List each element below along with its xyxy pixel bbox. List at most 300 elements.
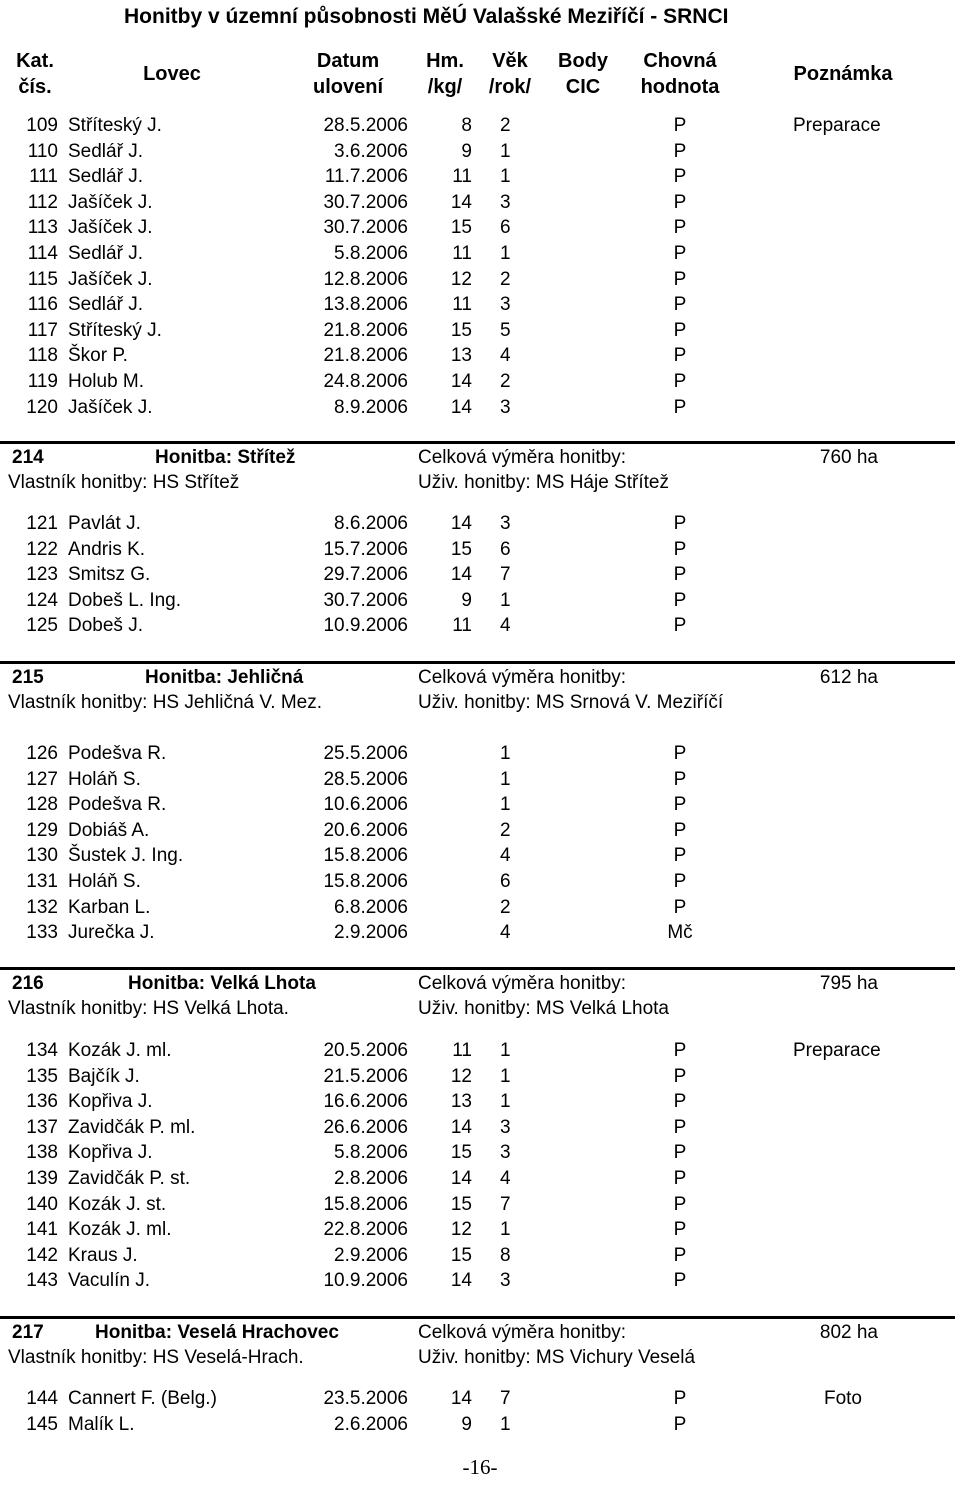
- cell-datum: 16.6.2006: [323, 1091, 408, 1113]
- cell-chovna: P: [673, 115, 687, 136]
- cell-chovna: Mč: [667, 922, 693, 944]
- cell-lovec: Malík L.: [68, 1413, 135, 1435]
- cell-vek: 6: [500, 217, 511, 239]
- section-vymera-label: Celková výměra honitby:: [418, 1322, 627, 1343]
- cell-datum: 22.8.2006: [323, 1219, 408, 1241]
- cell-vek: 2: [500, 896, 511, 918]
- cell-chovna: P: [673, 217, 687, 239]
- cell-lovec: Kopřiva J.: [68, 1091, 153, 1113]
- cell-num: 118: [27, 345, 58, 367]
- table-row: [0, 537, 960, 562]
- cell-vek: 3: [500, 396, 511, 418]
- section-uzivatel: Uživ. honitby: MS Velká Lhota: [418, 998, 669, 1019]
- cell-num: 132: [26, 896, 58, 918]
- cell-lovec: Pavlát J.: [68, 513, 141, 534]
- section-header: [0, 1320, 960, 1345]
- cell-num: 144: [26, 1388, 58, 1409]
- cell-datum: 3.6.2006: [334, 140, 408, 162]
- cell-vek: 7: [500, 1193, 511, 1215]
- page-number: -16-: [462, 1455, 498, 1479]
- cell-hm: 12: [450, 1065, 472, 1087]
- cell-vek: 3: [500, 513, 511, 534]
- cell-hm: 14: [450, 564, 472, 586]
- cell-datum: 5.8.2006: [334, 243, 408, 264]
- cell-lovec: Stříteský J.: [68, 319, 162, 341]
- cell-lovec: Zavidčák P. ml.: [68, 1116, 196, 1138]
- table-row: [0, 1412, 960, 1437]
- table-row: [0, 318, 960, 343]
- cell-lovec: Sedlář J.: [68, 243, 143, 264]
- cell-chovna: P: [673, 615, 687, 637]
- header-hm: Hm. /kg/: [426, 50, 464, 98]
- cell-vek: 1: [500, 1413, 511, 1435]
- cell-lovec: Stříteský J.: [68, 115, 162, 136]
- cell-poznamka: Preparace: [793, 115, 881, 136]
- cell-hm: 15: [450, 1244, 472, 1266]
- section-honitba: Honitba: Velká Lhota: [128, 973, 316, 994]
- cell-vek: 1: [500, 166, 511, 188]
- cell-chovna: P: [673, 1270, 687, 1292]
- section-vymera-label: Celková výměra honitby:: [418, 667, 627, 688]
- cell-num: 123: [26, 564, 58, 586]
- cell-chovna: P: [673, 268, 687, 290]
- section-vlastnik: Vlastník honitby: HS Veselá-Hrach.: [8, 1347, 304, 1368]
- cell-datum: 8.9.2006: [334, 396, 408, 418]
- table-row: [0, 1386, 960, 1411]
- table-row: [0, 741, 960, 766]
- table-row: [0, 588, 960, 613]
- cell-hm: 14: [450, 513, 472, 534]
- cell-hm: 12: [450, 268, 472, 290]
- cell-lovec: Sedlář J.: [68, 166, 143, 188]
- cell-num: 142: [26, 1244, 58, 1266]
- cell-lovec: Podešva R.: [68, 743, 167, 764]
- cell-lovec: Kozák J. ml.: [68, 1040, 172, 1061]
- cell-num: 115: [27, 268, 58, 290]
- cell-lovec: Kozák J. ml.: [68, 1219, 172, 1241]
- section-uzivatel: Uživ. honitby: MS Srnová V. Meziříčí: [418, 692, 724, 713]
- cell-chovna: P: [673, 819, 687, 841]
- section-divider: [0, 441, 955, 444]
- cell-hm: 14: [450, 371, 472, 392]
- header-body: Body CIC: [558, 50, 608, 98]
- section-id: 216: [12, 973, 44, 994]
- cell-vek: 3: [500, 1270, 511, 1292]
- table-row: [0, 139, 960, 164]
- cell-datum: 15.8.2006: [323, 845, 408, 867]
- cell-hm: 14: [450, 1116, 472, 1138]
- cell-vek: 1: [500, 1219, 511, 1241]
- cell-datum: 15.8.2006: [323, 1193, 408, 1215]
- header-datum: Datum ulovení: [312, 50, 383, 98]
- header-kat: Kat. čís.: [16, 50, 54, 98]
- cell-vek: 8: [500, 1244, 511, 1266]
- table-row: [0, 562, 960, 587]
- cell-datum: 6.8.2006: [334, 896, 408, 918]
- cell-num: 111: [29, 166, 58, 188]
- cell-datum: 20.5.2006: [323, 1040, 408, 1061]
- cell-num: 130: [26, 845, 58, 867]
- cell-datum: 24.8.2006: [323, 371, 408, 392]
- cell-poznamka: Foto: [823, 1388, 863, 1409]
- cell-lovec: Sedlář J.: [68, 140, 143, 162]
- table-row: [0, 1038, 960, 1063]
- cell-chovna: P: [673, 564, 687, 586]
- cell-hm: 8: [461, 115, 472, 136]
- cell-chovna: P: [673, 166, 687, 188]
- cell-num: 133: [26, 922, 58, 944]
- cell-num: 119: [27, 371, 58, 392]
- cell-datum: 21.8.2006: [323, 319, 408, 341]
- cell-chovna: P: [673, 1065, 687, 1087]
- section-vlastnik: Vlastník honitby: HS Jehličná V. Mez.: [8, 692, 323, 713]
- table-row: [0, 1064, 960, 1089]
- cell-chovna: P: [673, 896, 687, 918]
- section-honitba: Honitba: Střítež: [155, 447, 296, 468]
- cell-datum: 30.7.2006: [323, 589, 408, 611]
- cell-hm: 14: [450, 1168, 472, 1189]
- cell-datum: 10.6.2006: [323, 794, 408, 816]
- cell-hm: 9: [461, 140, 472, 162]
- section-divider: [0, 967, 955, 970]
- cell-lovec: Vaculín J.: [68, 1270, 151, 1292]
- cell-datum: 15.7.2006: [323, 538, 408, 560]
- cell-datum: 12.8.2006: [323, 268, 408, 290]
- cell-datum: 5.8.2006: [334, 1142, 408, 1164]
- cell-chovna: P: [673, 513, 687, 534]
- cell-chovna: P: [673, 191, 687, 213]
- cell-vek: 3: [500, 191, 511, 213]
- cell-num: 109: [26, 115, 58, 136]
- cell-num: 112: [27, 191, 58, 213]
- cell-num: 136: [26, 1091, 58, 1113]
- cell-chovna: P: [673, 743, 687, 764]
- cell-chovna: P: [673, 140, 687, 162]
- header-poznamka: Poznámka: [793, 63, 893, 85]
- cell-lovec: Podešva R.: [68, 794, 167, 816]
- cell-hm: 14: [450, 1270, 472, 1292]
- cell-datum: 26.6.2006: [323, 1116, 408, 1138]
- cell-lovec: Dobeš L. Ing.: [68, 589, 182, 611]
- table-row: [0, 767, 960, 792]
- header-vek: Věk /rok/: [488, 50, 532, 98]
- cell-hm: 11: [452, 615, 472, 637]
- cell-lovec: Šustek J. Ing.: [68, 845, 184, 867]
- cell-num: 125: [26, 615, 58, 637]
- cell-vek: 2: [500, 819, 511, 841]
- cell-hm: 14: [450, 191, 472, 213]
- cell-num: 117: [27, 319, 58, 341]
- section-owner: [0, 470, 960, 495]
- table-row: [0, 1140, 960, 1165]
- cell-chovna: P: [673, 371, 687, 392]
- cell-vek: 4: [500, 845, 511, 867]
- cell-chovna: P: [673, 345, 687, 367]
- cell-hm: 15: [450, 319, 472, 341]
- cell-lovec: Holub M.: [68, 371, 145, 392]
- cell-datum: 20.6.2006: [323, 819, 408, 841]
- cell-lovec: Cannert F. (Belg.): [68, 1388, 217, 1409]
- cell-num: 134: [26, 1040, 58, 1061]
- table-row: [0, 1089, 960, 1114]
- cell-chovna: P: [673, 1091, 687, 1113]
- section-uzivatel: Uživ. honitby: MS Háje Střítež: [418, 472, 669, 493]
- cell-num: 126: [26, 743, 58, 764]
- cell-vek: 2: [500, 371, 511, 392]
- cell-vek: 3: [500, 294, 511, 316]
- cell-chovna: P: [673, 1219, 687, 1241]
- table-row: [0, 895, 960, 920]
- cell-hm: 11: [452, 166, 472, 188]
- cell-lovec: Zavidčák P. st.: [68, 1168, 191, 1189]
- table-row: [0, 164, 960, 189]
- cell-lovec: Holáň S.: [68, 768, 141, 790]
- header-chovna: Chovná hodnota: [640, 50, 720, 98]
- table-row: [0, 215, 960, 240]
- cell-num: 120: [26, 396, 58, 418]
- cell-num: 128: [26, 794, 58, 816]
- cell-num: 141: [26, 1219, 58, 1241]
- cell-vek: 6: [500, 871, 511, 892]
- cell-datum: 10.9.2006: [323, 615, 408, 637]
- cell-datum: 30.7.2006: [323, 217, 408, 239]
- cell-vek: 1: [500, 1065, 511, 1087]
- page-title: Honitby v územní působnosti MěÚ Valašské Meziříčí - SRNCI: [124, 5, 729, 28]
- cell-datum: 2.9.2006: [334, 1244, 408, 1266]
- cell-chovna: P: [673, 538, 687, 560]
- table-row: [0, 343, 960, 368]
- cell-chovna: P: [673, 845, 687, 867]
- section-header: [0, 665, 960, 690]
- cell-vek: 3: [500, 1116, 511, 1138]
- section-id: 214: [12, 447, 44, 468]
- header-lovec: Lovec: [143, 63, 201, 85]
- cell-lovec: Smitsz G.: [68, 564, 151, 586]
- cell-lovec: Bajčík J.: [68, 1065, 140, 1087]
- cell-poznamka: Preparace: [793, 1040, 881, 1061]
- cell-num: 131: [26, 871, 58, 892]
- cell-hm: 12: [450, 1219, 472, 1241]
- section-vlastnik: Vlastník honitby: HS Střítež: [8, 472, 240, 493]
- cell-chovna: P: [673, 1193, 687, 1215]
- table-row: [0, 113, 960, 138]
- cell-datum: 8.6.2006: [334, 513, 408, 534]
- cell-datum: 28.5.2006: [323, 115, 408, 136]
- cell-num: 143: [26, 1270, 58, 1292]
- cell-chovna: P: [673, 294, 687, 316]
- cell-vek: 7: [500, 564, 511, 586]
- cell-hm: 11: [452, 1040, 472, 1061]
- cell-datum: 13.8.2006: [323, 294, 408, 316]
- cell-lovec: Holáň S.: [68, 871, 141, 892]
- table-row: [0, 792, 960, 817]
- table-row: [0, 190, 960, 215]
- cell-chovna: P: [673, 1244, 687, 1266]
- cell-chovna: P: [673, 1040, 687, 1061]
- cell-num: 139: [26, 1168, 58, 1189]
- cell-lovec: Jašíček J.: [68, 191, 153, 213]
- table-row: [0, 843, 960, 868]
- cell-datum: 10.9.2006: [323, 1270, 408, 1292]
- table-row: [0, 395, 960, 420]
- cell-datum: 2.8.2006: [334, 1168, 408, 1189]
- cell-vek: 4: [500, 922, 511, 944]
- table-header: [0, 48, 960, 104]
- section-header: [0, 445, 960, 470]
- table-row: [0, 1166, 960, 1191]
- cell-vek: 2: [500, 115, 511, 136]
- cell-vek: 4: [500, 1168, 511, 1189]
- cell-lovec: Jašíček J.: [68, 268, 153, 290]
- cell-chovna: P: [673, 768, 687, 790]
- table-row: [0, 1192, 960, 1217]
- cell-hm: 13: [450, 345, 472, 367]
- cell-vek: 7: [500, 1388, 511, 1409]
- section-vymera: 760 ha: [819, 447, 878, 468]
- cell-num: 121: [26, 513, 58, 534]
- cell-num: 114: [27, 243, 58, 264]
- section-divider: [0, 661, 955, 664]
- section-vymera: 795 ha: [819, 973, 878, 994]
- cell-datum: 30.7.2006: [323, 191, 408, 213]
- cell-hm: 14: [450, 396, 472, 418]
- section-uzivatel: Uživ. honitby: MS Vichury Veselá: [418, 1347, 696, 1368]
- section-vymera: 612 ha: [819, 667, 878, 688]
- cell-datum: 15.8.2006: [323, 871, 408, 892]
- cell-vek: 1: [500, 743, 511, 764]
- cell-chovna: P: [673, 871, 687, 892]
- table-row: [0, 267, 960, 292]
- cell-lovec: Andris K.: [68, 538, 146, 560]
- cell-lovec: Dobeš J.: [68, 615, 143, 637]
- cell-num: 135: [26, 1065, 58, 1087]
- cell-num: 116: [27, 294, 58, 316]
- cell-lovec: Dobiáš A.: [68, 819, 150, 841]
- cell-lovec: Kraus J.: [68, 1244, 138, 1266]
- cell-hm: 11: [452, 294, 472, 316]
- cell-chovna: P: [673, 396, 687, 418]
- cell-chovna: P: [673, 1388, 687, 1409]
- cell-chovna: P: [673, 1168, 687, 1189]
- cell-vek: 1: [500, 1091, 511, 1113]
- cell-chovna: P: [673, 1116, 687, 1138]
- cell-datum: 21.5.2006: [323, 1065, 408, 1087]
- cell-num: 113: [27, 217, 58, 239]
- cell-num: 122: [26, 538, 58, 560]
- section-divider: [0, 1316, 955, 1319]
- table-row: [0, 920, 960, 945]
- cell-chovna: P: [673, 1142, 687, 1164]
- cell-datum: 2.6.2006: [334, 1413, 408, 1435]
- table-row: [0, 1217, 960, 1242]
- section-owner: [0, 996, 960, 1021]
- cell-num: 138: [26, 1142, 58, 1164]
- section-vlastnik: Vlastník honitby: HS Velká Lhota.: [8, 998, 289, 1019]
- cell-vek: 4: [500, 345, 511, 367]
- cell-num: 145: [26, 1413, 58, 1435]
- section-id: 215: [12, 667, 44, 688]
- cell-vek: 3: [500, 1142, 511, 1164]
- cell-lovec: Jašíček J.: [68, 396, 153, 418]
- table-row: [0, 818, 960, 843]
- cell-hm: 15: [450, 1193, 472, 1215]
- section-vymera-label: Celková výměra honitby:: [418, 447, 627, 468]
- cell-num: 140: [26, 1193, 58, 1215]
- cell-vek: 1: [500, 243, 511, 264]
- table-row: [0, 511, 960, 536]
- cell-hm: 9: [461, 589, 472, 611]
- cell-chovna: P: [673, 794, 687, 816]
- table-row: [0, 613, 960, 638]
- section-header: [0, 971, 960, 996]
- cell-vek: 6: [500, 538, 511, 560]
- table-row: [0, 292, 960, 317]
- cell-vek: 2: [500, 268, 511, 290]
- cell-vek: 5: [500, 319, 511, 341]
- cell-chovna: P: [673, 1413, 687, 1435]
- table-row: [0, 369, 960, 394]
- table-row: [0, 1243, 960, 1268]
- cell-vek: 1: [500, 589, 511, 611]
- cell-chovna: P: [673, 319, 687, 341]
- cell-num: 127: [26, 768, 58, 790]
- section-owner: [0, 1345, 960, 1370]
- section-honitba: Honitba: Veselá Hrachovec: [95, 1322, 339, 1343]
- cell-datum: 29.7.2006: [323, 564, 408, 586]
- section-vymera: 802 ha: [819, 1322, 878, 1343]
- cell-hm: 11: [452, 243, 472, 264]
- cell-num: 137: [26, 1116, 58, 1138]
- cell-vek: 1: [500, 140, 511, 162]
- cell-hm: 15: [450, 1142, 472, 1164]
- cell-num: 110: [27, 140, 58, 162]
- section-vymera-label: Celková výměra honitby:: [418, 973, 627, 994]
- cell-lovec: Karban L.: [68, 896, 151, 918]
- cell-datum: 21.8.2006: [323, 345, 408, 367]
- cell-datum: 11.7.2006: [324, 166, 408, 188]
- section-honitba: Honitba: Jehličná: [145, 667, 304, 688]
- cell-num: 124: [26, 589, 58, 611]
- cell-hm: 15: [450, 538, 472, 560]
- cell-datum: 2.9.2006: [334, 922, 408, 944]
- section-id: 217: [12, 1322, 44, 1343]
- section-owner: [0, 690, 960, 715]
- cell-chovna: P: [673, 589, 687, 611]
- cell-lovec: Kopřiva J.: [68, 1142, 153, 1164]
- cell-hm: 14: [450, 1388, 472, 1409]
- cell-lovec: Sedlář J.: [68, 294, 143, 316]
- cell-datum: 28.5.2006: [323, 768, 408, 790]
- cell-num: 129: [26, 819, 58, 841]
- cell-vek: 1: [500, 794, 511, 816]
- table-row: [0, 869, 960, 894]
- cell-datum: 23.5.2006: [323, 1388, 408, 1409]
- cell-hm: 15: [450, 217, 472, 239]
- table-row: [0, 1268, 960, 1293]
- cell-lovec: Kozák J. st.: [68, 1193, 167, 1215]
- cell-lovec: Jurečka J.: [68, 922, 155, 944]
- cell-lovec: Jašíček J.: [68, 217, 153, 239]
- cell-datum: 25.5.2006: [323, 743, 408, 764]
- cell-hm: 13: [450, 1091, 472, 1113]
- cell-chovna: P: [673, 243, 687, 264]
- cell-lovec: Škor P.: [68, 345, 128, 367]
- cell-vek: 1: [500, 1040, 511, 1061]
- cell-vek: 1: [500, 768, 511, 790]
- cell-vek: 4: [500, 615, 511, 637]
- cell-hm: 9: [461, 1413, 472, 1435]
- table-row: [0, 241, 960, 266]
